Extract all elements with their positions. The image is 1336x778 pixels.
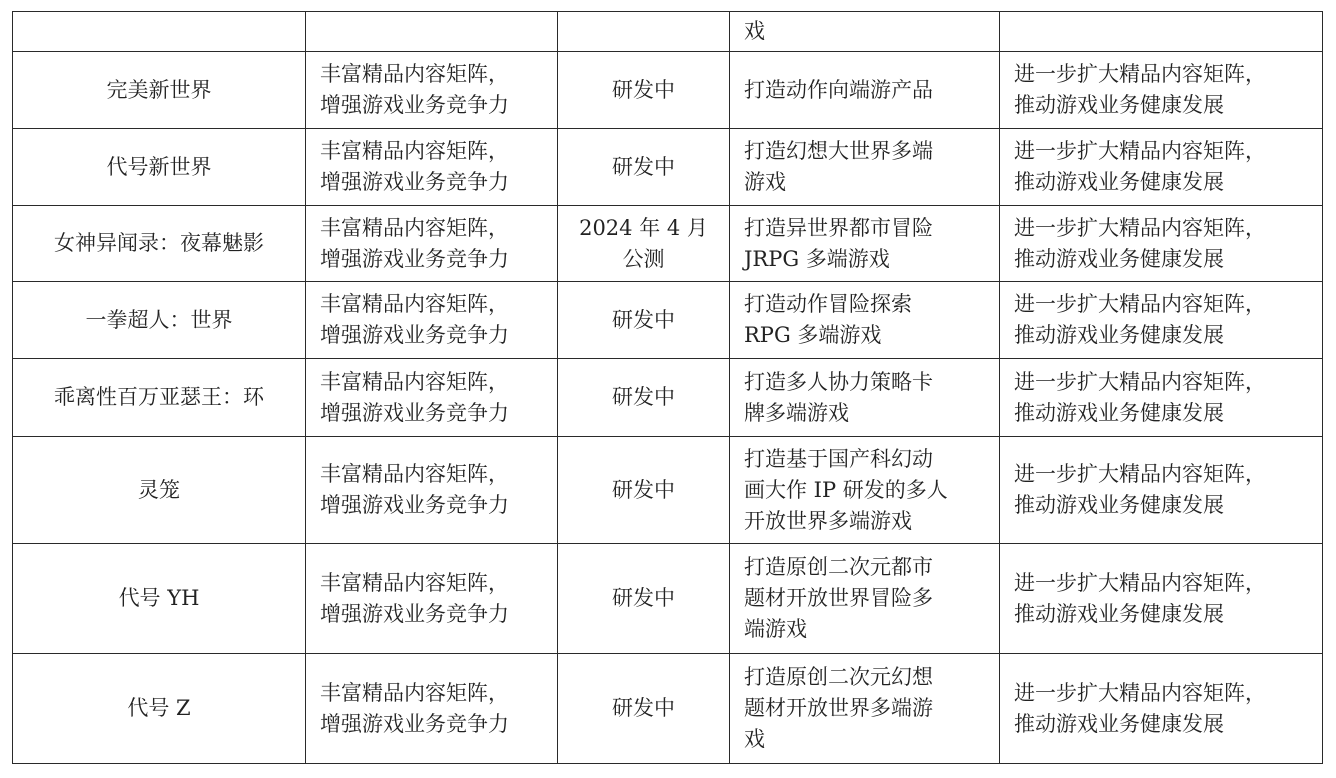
goal-line: 丰富精品内容矩阵， <box>320 139 509 163</box>
effect-line: 进一步扩大精品内容矩阵， <box>1014 462 1266 486</box>
table-row <box>13 129 1323 206</box>
description-line: 打造基于国产科幻动 <box>744 446 933 471</box>
cell-goal <box>306 12 558 52</box>
description-line: 打造多人协力策略卡 <box>744 369 933 394</box>
goal-line: 丰富精品内容矩阵， <box>320 570 509 595</box>
cell-name: 灵笼 <box>13 437 306 544</box>
goal-line: 增强游戏业务竞争力 <box>320 400 509 425</box>
cell-goal <box>306 437 558 544</box>
cell-goal <box>306 206 558 282</box>
cell-description <box>730 282 1000 359</box>
effect-line: 推动游戏业务健康发展 <box>1014 711 1224 736</box>
cell-effect <box>1000 654 1323 764</box>
table-row <box>13 282 1323 359</box>
cell-effect <box>1000 52 1323 129</box>
description-line: 戏 <box>744 19 765 43</box>
cell-goal <box>306 129 558 206</box>
description-line: JRPG 多端游戏 <box>744 246 890 271</box>
description-line: 戏 <box>744 727 765 751</box>
description-line: 开放世界多端游戏 <box>744 508 912 533</box>
status-line: 研发中 <box>612 154 675 179</box>
cell-goal <box>306 359 558 437</box>
cell-description <box>730 437 1000 544</box>
effect-line: 推动游戏业务健康发展 <box>1014 601 1224 626</box>
cell-goal <box>306 282 558 359</box>
cell-name: 乖离性百万亚瑟王：环 <box>13 359 306 437</box>
goal-line: 丰富精品内容矩阵， <box>320 292 509 316</box>
description-line: 打造动作冒险探索 <box>744 292 912 316</box>
cell-goal <box>306 52 558 129</box>
table-row <box>13 206 1323 282</box>
cell-status <box>558 52 730 129</box>
effect-line: 推动游戏业务健康发展 <box>1014 246 1224 271</box>
table-row <box>13 359 1323 437</box>
goal-line: 丰富精品内容矩阵， <box>320 680 509 705</box>
cell-name <box>13 12 306 52</box>
table-row <box>13 544 1323 654</box>
cell-status <box>558 544 730 654</box>
goal-line: 丰富精品内容矩阵， <box>320 62 509 86</box>
cell-effect <box>1000 129 1323 206</box>
status-line: 公测 <box>622 246 665 271</box>
description-line: 打造幻想大世界多端 <box>744 139 933 163</box>
description-line: 打造原创二次元幻想 <box>744 665 933 689</box>
description-line: 题材开放世界多端游 <box>744 696 933 720</box>
goal-line: 增强游戏业务竞争力 <box>320 246 509 271</box>
cell-status <box>558 359 730 437</box>
effect-line: 推动游戏业务健康发展 <box>1014 93 1224 117</box>
goal-line: 丰富精品内容矩阵， <box>320 215 509 240</box>
cell-status <box>558 437 730 544</box>
goal-line: 增强游戏业务竞争力 <box>320 711 509 736</box>
effect-line: 进一步扩大精品内容矩阵， <box>1014 680 1266 705</box>
cell-description <box>730 52 1000 129</box>
cell-status <box>558 654 730 764</box>
effect-line: 进一步扩大精品内容矩阵， <box>1014 369 1266 394</box>
effect-line: 进一步扩大精品内容矩阵， <box>1014 139 1266 163</box>
description-line: RPG 多端游戏 <box>744 323 882 347</box>
cell-description <box>730 359 1000 437</box>
goal-line: 增强游戏业务竞争力 <box>320 323 509 347</box>
goal-line: 增强游戏业务竞争力 <box>320 170 509 194</box>
status-line: 2024 年 4 月 <box>579 215 708 240</box>
cell-status <box>558 12 730 52</box>
status-line: 研发中 <box>612 385 675 409</box>
description-line: 牌多端游戏 <box>744 400 849 425</box>
cell-name: 完美新世界 <box>13 52 306 129</box>
table-row-partial <box>13 12 1323 52</box>
cell-description <box>730 206 1000 282</box>
goal-line: 丰富精品内容矩阵， <box>320 369 509 394</box>
table-row <box>13 52 1323 129</box>
effect-line: 进一步扩大精品内容矩阵， <box>1014 62 1266 86</box>
cell-status <box>558 129 730 206</box>
description-line: 打造异世界都市冒险 <box>744 215 933 240</box>
status-line: 研发中 <box>612 696 675 720</box>
game-projects-table <box>12 11 1323 764</box>
cell-name: 代号 Z <box>13 654 306 764</box>
goal-line: 增强游戏业务竞争力 <box>320 93 509 117</box>
cell-effect <box>1000 12 1323 52</box>
cell-description <box>730 12 1000 52</box>
effect-line: 推动游戏业务健康发展 <box>1014 170 1224 194</box>
cell-name: 代号新世界 <box>13 129 306 206</box>
effect-line: 进一步扩大精品内容矩阵， <box>1014 292 1266 316</box>
description-line: 端游戏 <box>744 617 807 641</box>
cell-status <box>558 206 730 282</box>
cell-effect <box>1000 544 1323 654</box>
table-row <box>13 437 1323 544</box>
goal-line: 丰富精品内容矩阵， <box>320 462 509 486</box>
cell-name: 一拳超人：世界 <box>13 282 306 359</box>
goal-line: 增强游戏业务竞争力 <box>320 493 509 517</box>
cell-effect <box>1000 206 1323 282</box>
cell-name: 代号 YH <box>13 544 306 654</box>
cell-name: 女神异闻录：夜幕魅影 <box>13 206 306 282</box>
cell-effect <box>1000 282 1323 359</box>
description-line: 题材开放世界冒险多 <box>744 586 933 610</box>
effect-line: 推动游戏业务健康发展 <box>1014 323 1224 347</box>
goal-line: 增强游戏业务竞争力 <box>320 601 509 626</box>
cell-goal <box>306 544 558 654</box>
effect-line: 推动游戏业务健康发展 <box>1014 400 1224 425</box>
status-line: 研发中 <box>612 77 675 102</box>
status-line: 研发中 <box>612 307 675 332</box>
cell-effect <box>1000 437 1323 544</box>
effect-line: 进一步扩大精品内容矩阵， <box>1014 215 1266 240</box>
cell-description <box>730 129 1000 206</box>
table-body <box>13 12 1323 764</box>
effect-line: 推动游戏业务健康发展 <box>1014 493 1224 517</box>
cell-status <box>558 282 730 359</box>
description-line: 画大作 IP 研发的多人 <box>744 477 948 502</box>
status-line: 研发中 <box>612 586 675 610</box>
cell-effect <box>1000 359 1323 437</box>
cell-goal <box>306 654 558 764</box>
status-line: 研发中 <box>612 477 675 502</box>
description-line: 打造原创二次元都市 <box>744 555 933 579</box>
description-line: 打造动作向端游产品 <box>744 77 933 102</box>
cell-description <box>730 654 1000 764</box>
table-row <box>13 654 1323 764</box>
description-line: 游戏 <box>744 170 786 194</box>
effect-line: 进一步扩大精品内容矩阵， <box>1014 570 1266 595</box>
cell-description <box>730 544 1000 654</box>
